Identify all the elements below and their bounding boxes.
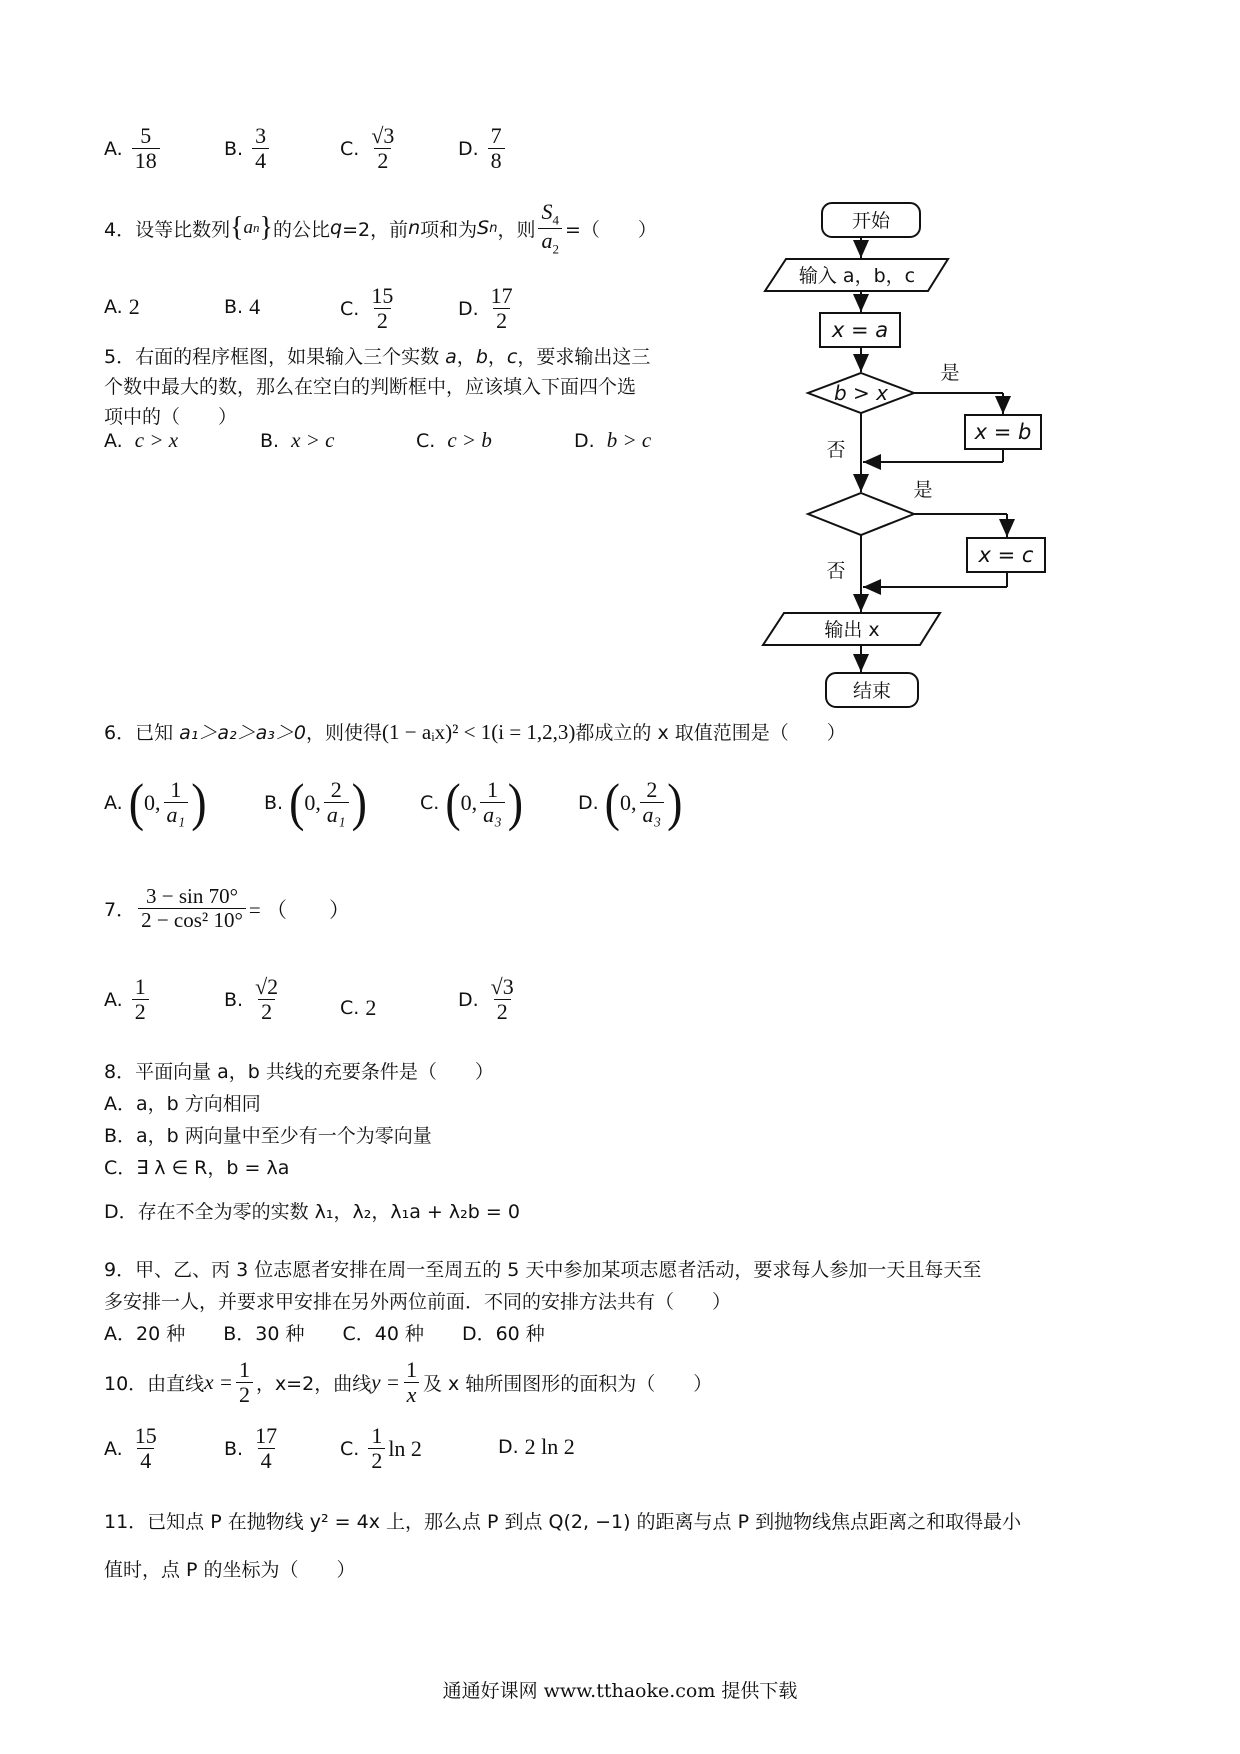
q8-option-a: A．a，b 方向相同 (104, 1093, 261, 1115)
q7-option-a: A. $\frac{1}{2}$ (104, 975, 152, 1024)
flowchart-start-label: 开始 (851, 210, 891, 232)
flowchart-yes-1: 是 (940, 362, 960, 384)
flowchart-assign-a-label: x = a (831, 318, 889, 342)
q5-option-d: D. b > c (574, 428, 652, 452)
q9-options: A．20 种 B．30 种 C．40 种 D．60 种 (104, 1323, 545, 1345)
q4-fraction: $\frac{S_4}{a_2}$ (538, 200, 562, 256)
flowchart-decision-2-blank (808, 493, 914, 535)
q10-option-b: B. $\frac{17}{4}$ (224, 1423, 278, 1474)
q11-block: 11．已知点 P 在抛物线 y² = 4x 上，那么点 P 到点 Q(2, −1) 的距离与点 P 到抛物线焦点距离之和取得最小 值时，点 P 的坐标为（ ） (104, 1511, 1022, 1581)
q5-option-b: B. x > c (260, 428, 335, 452)
flowchart (0, 0, 1240, 720)
flowchart-decision-1-label: b > x (833, 381, 889, 405)
q4-option-d: D. $\frac{17}{2}$ (458, 283, 513, 334)
q5-stem: 5．右面的程序框图，如果输入三个实数 a，b，c，要求输出这三 个数中最大的数，那么在空白的判断框中，应该填入下面四个选 项中的（ ） (104, 346, 651, 428)
q10-option-a: A. $\frac{15}{4}$ (104, 1423, 157, 1474)
q8-option-d: D．存在不全为零的实数 λ₁，λ₂，λ₁a + λ₂b = 0 (104, 1201, 520, 1223)
q7-option-b: B. $\frac{√2}{2}$ (224, 974, 279, 1025)
flowchart-no-1: 否 (826, 439, 846, 461)
q8-option-b: B．a，b 两向量中至少有一个为零向量 (104, 1125, 432, 1147)
q10-stem: 10．由直线 x = $\frac{1}{2}$ ，x=2，曲线 y = $\frac{1}{x}$ 及 x 轴所围图形的面积为（ ） (104, 1357, 713, 1408)
q9-block: 9．甲、乙、丙 3 位志愿者安排在周一至周五的 5 天中参加某项志愿者活动，要求每人参加一天且每天至 多安排一人，并要求甲安排在另外两位前面．不同的安排方法共有（ ） A．20 种 B．30 种 C．40 种 D．60 种 (104, 1254, 981, 1350)
q3-option-d: D. $\frac{7}{8}$ (458, 124, 508, 173)
q10-option-c: C. $\frac{1}{2}$ ln 2 (340, 1423, 422, 1474)
q7-option-d: D. $\frac{√3}{2}$ (458, 974, 514, 1025)
flowchart-no-2: 否 (826, 560, 846, 582)
q6-option-a: A. ( 0, $\frac{1}{\text{a₁}}$ ) (104, 772, 207, 832)
q5-option-c: C. c > b (416, 428, 492, 452)
q3-option-b: B. $\frac{3}{4}$ (224, 124, 272, 173)
q10-option-d: D. 2 ln 2 (498, 1434, 575, 1459)
flowchart-yes-2: 是 (913, 479, 933, 501)
q7-option-c: C. 2 (340, 995, 377, 1020)
flowchart-end-label: 结束 (852, 680, 892, 702)
q7-stem: 7． $\frac{3 - \sin 70^\circ}{\text{2 − cos² 10°}}$ = （ ） (104, 884, 350, 933)
flowchart-output-label: 输出 x (824, 619, 880, 641)
q8-block (104, 1056, 520, 1228)
q3-option-c: C. $\frac{√3}{2}$ (340, 123, 395, 174)
q6-stem: 6．已知 a₁＞a₂＞a₃＞0，则使得(1 − aᵢx)² < 1(i = 1,2,3)都成立的 x 取值范围是（ ） (104, 720, 846, 744)
q4-stem: 4．设等比数列 { a n } 的公比 q =2，前 n 项和为 S n ，则 $\frac{S_4}{a_2}$ =（ ） (104, 199, 657, 257)
q4-option-b: B. 4 (224, 294, 261, 319)
flowchart-assign-b-label: x = b (974, 420, 1032, 444)
q4-option-c: C. $\frac{15}{2}$ (340, 283, 394, 334)
flowchart-input-label: 输入 a，b，c (798, 265, 916, 287)
flowchart-assign-c-label: x = c (978, 543, 1034, 567)
q8-option-c: C．∃ λ ∈ R，b = λa (104, 1157, 290, 1179)
q6-option-d: D. ( 0, $\frac{2}{\text{a₃}}$ ) (578, 772, 683, 832)
q8-stem: 8．平面向量 a，b 共线的充要条件是（ ） (104, 1061, 494, 1083)
q6-option-c: C. ( 0, $\frac{1}{\text{a₃}}$ ) (420, 772, 524, 832)
page-footer: 通通好课网 www.tthaoke.com 提供下载 (442, 1680, 798, 1702)
q5-option-a: A. c > x (104, 428, 179, 452)
q3-option-a: A. $\frac{5}{18}$ (104, 124, 163, 173)
q6-option-b: B. ( 0, $\frac{2}{\text{a₁}}$ ) (264, 772, 367, 832)
q4-option-a: A. 2 (104, 294, 140, 319)
